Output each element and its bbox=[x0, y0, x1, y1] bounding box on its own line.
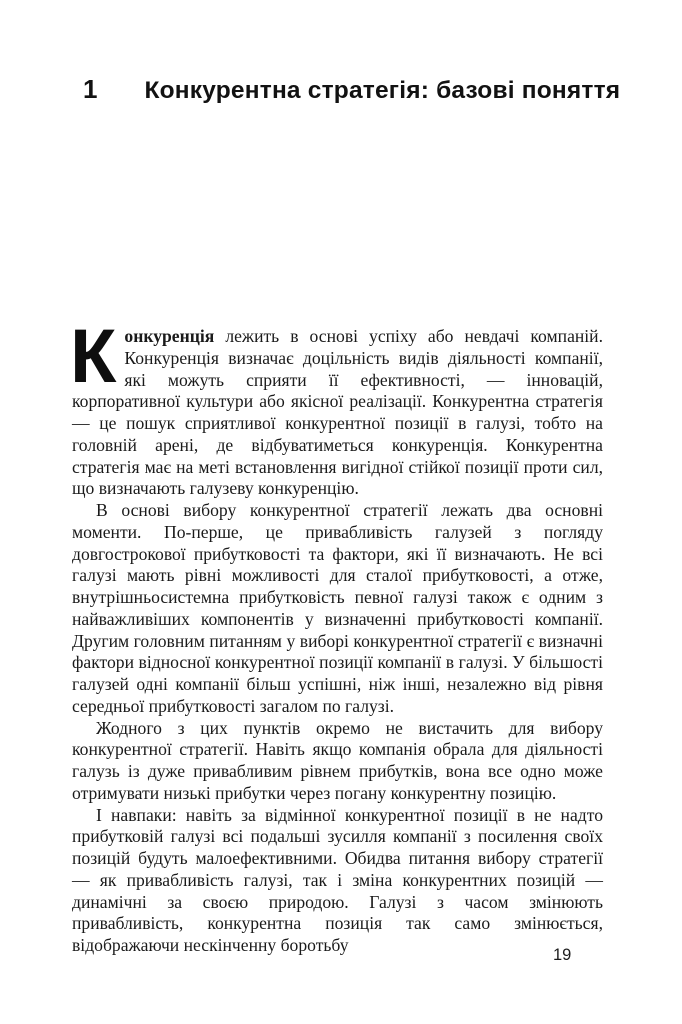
chapter-number: 1 bbox=[83, 74, 98, 104]
paragraph-3: Жодного з цих пунктів окремо не вистачить для вибору конкурентної стратегії. Навіть якщо компанія обрала для діяльності галузь із дуже привабливим рівнем прибутків, вона все одно може отримувати низькі прибутки через погану конкурентну позицію. bbox=[72, 717, 603, 803]
chapter-header bbox=[83, 76, 620, 104]
paragraph-4: І навпаки: навіть за відмінної конкурентної позиції в не надто прибутковій галузі всі подальші зусилля компанії з посилення своїх позицій будуть малоефективними. Обидва питання вибору стратегії — як привабливість галузі, так і зміна конкурентних позицій — динамічні за своєю природою. Галузі з часом змінюють привабливість, конкурентна позиція так само змінюється, відображаючи нескінченну боротьбу bbox=[72, 804, 603, 955]
page-number: 19 bbox=[553, 946, 572, 964]
lead-word: онкуренція bbox=[124, 326, 215, 346]
paragraph-1-text: лежить в основі успіху або невдачі компаній. Конкуренція визначає доцільність видів діяльності компанії, які можуть сприяти її ефективності, — інновацій, корпоративної культури або якісної реалізації. Конкурентна стратегія — це пошук сприятливої конкурентної позиції в галузі, тобто на головній арені, де відбуватиметься конкуренція. Конкурентна стратегія має на меті встановлення вигідної стійкої позиції проти сил, що визначають галузеву конкуренцію. bbox=[72, 326, 603, 499]
dropcap-letter: К bbox=[70, 314, 117, 399]
chapter-body bbox=[70, 314, 603, 957]
paragraph-1 bbox=[70, 314, 603, 500]
chapter-title: Конкурентна стратегія: базові поняття bbox=[144, 77, 621, 104]
paragraph-2: В основі вибору конкурентної стратегії лежать два основні моменти. По-перше, це привабливість галузей з погляду довгострокової прибутковості та фактори, які її визначають. Не всі галузі мають рівні можливості для сталої прибутковості, а отже, внутрішньосистемна прибутковість певної галузі також є одним з найважливіших компонентів у визначенні прибутковості компанії. Другим головним питанням у виборі конкурентної стратегії є визначні фактори відносної конкурентної позиції компанії в галузі. У більшості галузей одні компанії більш успішні, ніж інші, незалежно від рівня середньої прибутковості загалом по галузі. bbox=[72, 500, 603, 716]
